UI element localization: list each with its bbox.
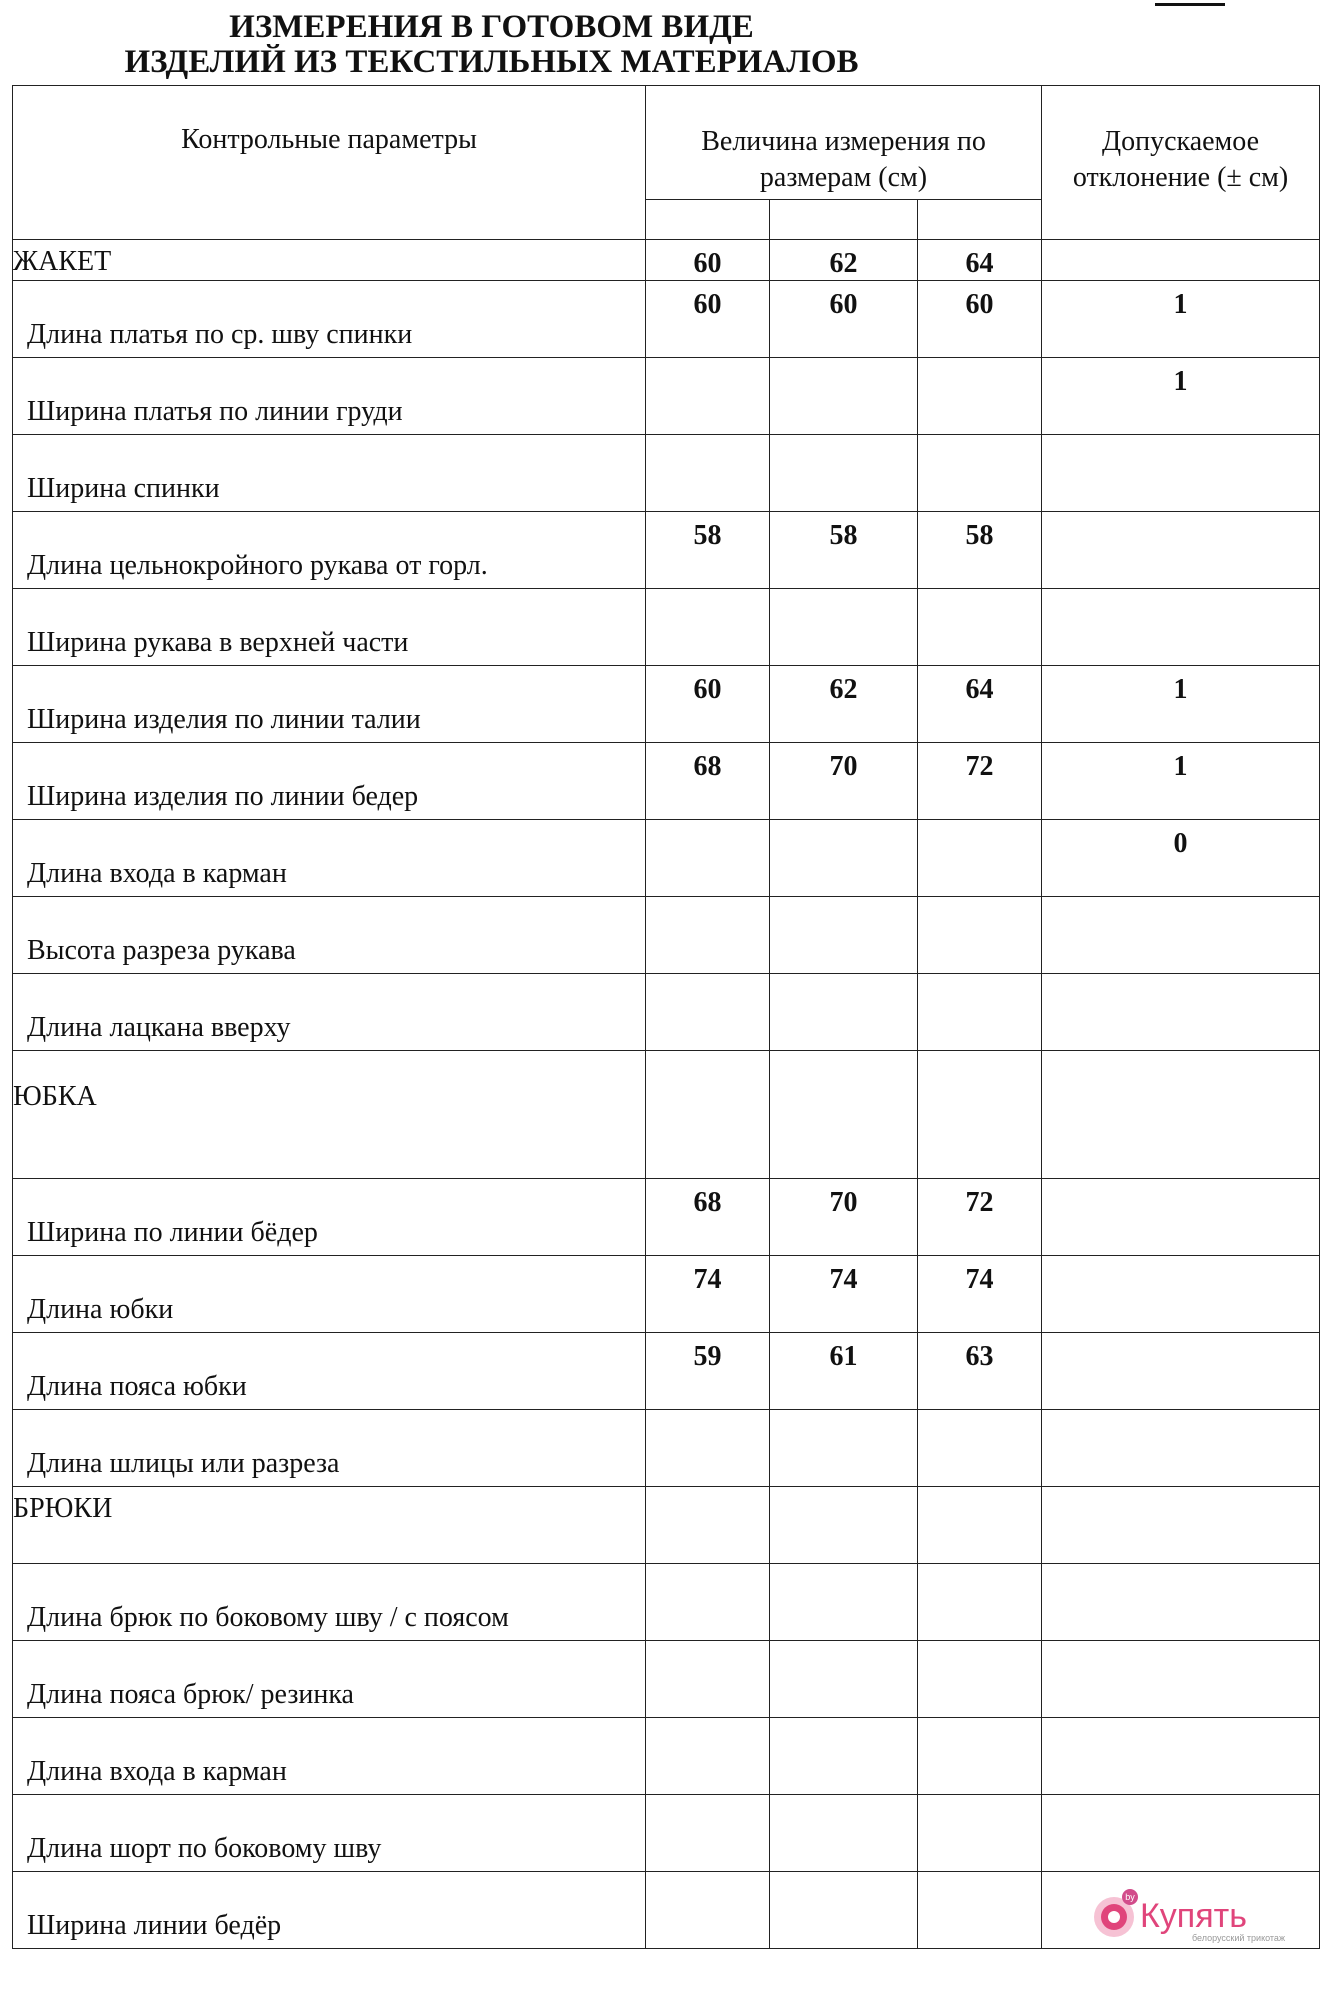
size-value-cell (770, 1410, 918, 1487)
param-label: Длина пояса юбки (27, 1371, 247, 1402)
param-label-cell (13, 1564, 646, 1641)
size-value-cell: 62 (770, 240, 918, 281)
param-label-cell (13, 1179, 646, 1256)
table-row (13, 1718, 1320, 1795)
param-label-cell (13, 1718, 646, 1795)
size-value-cell (646, 1718, 770, 1795)
logo-mark-icon (1088, 1885, 1298, 1945)
size-value-cell (918, 974, 1042, 1051)
section-label: ЖАКЕТ (13, 246, 112, 277)
table-row (13, 589, 1320, 666)
size-value-cell (770, 1641, 918, 1718)
deviation-cell (1042, 1487, 1320, 1564)
param-label-cell (13, 666, 646, 743)
size-value-cell: 63 (918, 1333, 1042, 1410)
deviation-cell: 0 (1042, 820, 1320, 897)
size-col-3-blank (918, 200, 1042, 240)
param-label-cell (13, 589, 646, 666)
size-value-cell: 60 (646, 240, 770, 281)
size-value-cell (646, 897, 770, 974)
size-value-cell (646, 1410, 770, 1487)
size-value-cell (646, 1872, 770, 1949)
section-label: БРЮКИ (13, 1493, 113, 1524)
param-label-cell (13, 1410, 646, 1487)
deviation-cell: 1 (1042, 281, 1320, 358)
param-label: Длина юбки (27, 1294, 174, 1325)
size-value-cell (770, 974, 918, 1051)
param-label: Ширина линии бедёр (27, 1910, 282, 1941)
size-value-cell (918, 1051, 1042, 1179)
header-measure-line-1: Величина измерения по (701, 126, 986, 157)
size-value-cell (770, 435, 918, 512)
section-label-cell (13, 240, 646, 281)
size-value-cell (918, 1872, 1042, 1949)
table-row (13, 897, 1320, 974)
size-value-cell: 74 (918, 1256, 1042, 1333)
table-row (13, 281, 1320, 358)
size-value-cell: 72 (918, 743, 1042, 820)
size-value-cell: 58 (770, 512, 918, 589)
section-row (13, 1487, 1320, 1564)
size-value-cell: 68 (646, 1179, 770, 1256)
table-row (13, 743, 1320, 820)
param-label: Высота разреза рукава (27, 935, 296, 966)
size-value-cell (646, 1564, 770, 1641)
param-label-cell (13, 435, 646, 512)
param-label-cell (13, 1641, 646, 1718)
param-label-cell (13, 743, 646, 820)
table-row (13, 1256, 1320, 1333)
deviation-cell (1042, 1256, 1320, 1333)
size-value-cell (646, 1795, 770, 1872)
size-value-cell: 60 (646, 281, 770, 358)
table-row (13, 358, 1320, 435)
param-label: Длина цельнокройного рукава от горл. (27, 550, 488, 581)
param-label: Ширина рукава в верхней части (27, 627, 409, 658)
param-label-cell (13, 1795, 646, 1872)
size-value-cell (918, 589, 1042, 666)
size-value-cell: 68 (646, 743, 770, 820)
param-label: Ширина по линии бёдер (27, 1217, 318, 1248)
size-value-cell (918, 820, 1042, 897)
size-value-cell (918, 358, 1042, 435)
size-value-cell (918, 897, 1042, 974)
param-label: Длина шлицы или разреза (27, 1448, 340, 1479)
size-value-cell (646, 1051, 770, 1179)
size-value-cell: 74 (770, 1256, 918, 1333)
size-value-cell: 60 (770, 281, 918, 358)
section-label-cell (13, 1051, 646, 1179)
size-value-cell (646, 1641, 770, 1718)
param-label-cell (13, 974, 646, 1051)
param-label: Ширина спинки (27, 473, 220, 504)
deviation-cell: 1 (1042, 743, 1320, 820)
kupyat-logo (1088, 1885, 1298, 1945)
deviation-cell (1042, 435, 1320, 512)
size-value-cell (770, 820, 918, 897)
header-deviation-line-2: отклонение (± см) (1072, 162, 1289, 193)
table-row (13, 666, 1320, 743)
param-label: Длина платья по ср. шву спинки (27, 319, 413, 350)
size-value-cell (770, 1872, 918, 1949)
size-value-cell (646, 1487, 770, 1564)
param-label: Длина пояса брюк/ резинка (27, 1679, 354, 1710)
size-value-cell (770, 897, 918, 974)
size-value-cell (646, 974, 770, 1051)
deviation-cell (1042, 1641, 1320, 1718)
size-value-cell (918, 435, 1042, 512)
param-label: Длина шорт по боковому шву (27, 1833, 382, 1864)
size-value-cell: 70 (770, 743, 918, 820)
table-row (13, 820, 1320, 897)
size-value-cell (918, 1641, 1042, 1718)
deviation-cell (1042, 897, 1320, 974)
param-label: Длина лацкана вверху (27, 1012, 291, 1043)
size-value-cell (646, 589, 770, 666)
size-value-cell: 58 (918, 512, 1042, 589)
section-label-cell (13, 1487, 646, 1564)
deviation-cell: 1 (1042, 358, 1320, 435)
header-deviation (1042, 86, 1320, 240)
size-value-cell (646, 820, 770, 897)
section-label: ЮБКА (13, 1081, 97, 1112)
size-value-cell: 62 (770, 666, 918, 743)
size-value-cell (918, 1487, 1042, 1564)
table-row (13, 974, 1320, 1051)
header-param: Контрольные параметры (13, 86, 646, 240)
table-row (13, 435, 1320, 512)
size-value-cell (646, 435, 770, 512)
deviation-cell (1042, 1333, 1320, 1410)
deviation-cell (1042, 1795, 1320, 1872)
size-value-cell: 59 (646, 1333, 770, 1410)
deviation-cell (1042, 512, 1320, 589)
deviation-cell (1042, 1564, 1320, 1641)
table-row (13, 1641, 1320, 1718)
param-label: Длина входа в карман (27, 1756, 287, 1787)
size-value-cell: 60 (918, 281, 1042, 358)
size-value-cell (918, 1795, 1042, 1872)
deviation-cell (1042, 240, 1320, 281)
section-row (13, 240, 1320, 281)
table-row (13, 1333, 1320, 1410)
param-label: Ширина изделия по линии бедер (27, 781, 419, 812)
deviation-cell (1042, 1179, 1320, 1256)
size-value-cell (646, 358, 770, 435)
size-value-cell (770, 589, 918, 666)
size-value-cell: 64 (918, 240, 1042, 281)
table-row (13, 1179, 1320, 1256)
deviation-cell (1042, 1718, 1320, 1795)
table-row (13, 1795, 1320, 1872)
size-value-cell: 70 (770, 1179, 918, 1256)
deviation-cell (1042, 1410, 1320, 1487)
size-value-cell: 74 (646, 1256, 770, 1333)
logo-text: Купять (1140, 1897, 1247, 1935)
param-label-cell (13, 281, 646, 358)
logo-subtext: белорусский трикотаж (1192, 1933, 1285, 1943)
title-line-2: ИЗДЕЛИЙ ИЗ ТЕКСТИЛЬНЫХ МАТЕРИАЛОВ (124, 44, 859, 80)
table-row (13, 1564, 1320, 1641)
deviation-cell (1042, 1051, 1320, 1179)
size-value-cell: 58 (646, 512, 770, 589)
param-label-cell (13, 897, 646, 974)
size-value-cell (770, 1051, 918, 1179)
header-measure-line-2: размерам (см) (759, 162, 928, 193)
size-value-cell: 64 (918, 666, 1042, 743)
size-value-cell: 61 (770, 1333, 918, 1410)
table-row (13, 1410, 1320, 1487)
size-value-cell: 72 (918, 1179, 1042, 1256)
logo-badge: by (1125, 1892, 1135, 1902)
size-value-cell: 60 (646, 666, 770, 743)
deviation-cell: 1 (1042, 666, 1320, 743)
size-value-cell (918, 1564, 1042, 1641)
top-rule (1155, 3, 1225, 6)
param-label-cell (13, 1333, 646, 1410)
param-label: Ширина платья по линии груди (27, 396, 403, 427)
size-col-1-blank (646, 200, 770, 240)
param-label: Ширина изделия по линии талии (27, 704, 421, 735)
size-col-2-blank (770, 200, 918, 240)
size-value-cell (770, 1718, 918, 1795)
size-value-cell (770, 1487, 918, 1564)
param-label-cell (13, 1872, 646, 1949)
deviation-cell (1042, 974, 1320, 1051)
size-value-cell (918, 1718, 1042, 1795)
title-line-1: ИЗМЕРЕНИЯ В ГОТОВОМ ВИДЕ (229, 9, 754, 45)
size-value-cell (770, 358, 918, 435)
param-label-cell (13, 820, 646, 897)
param-label-cell (13, 1256, 646, 1333)
measurements-table (12, 85, 1320, 1949)
param-label: Длина входа в карман (27, 858, 287, 889)
param-label-cell (13, 512, 646, 589)
size-value-cell (770, 1795, 918, 1872)
header-deviation-line-1: Допускаемое (1102, 126, 1260, 157)
table-row (13, 512, 1320, 589)
section-row (13, 1051, 1320, 1179)
param-label: Длина брюк по боковому шву / с поясом (27, 1602, 509, 1633)
header-measure (646, 86, 1042, 200)
param-label-cell (13, 358, 646, 435)
size-value-cell (770, 1564, 918, 1641)
size-value-cell (918, 1410, 1042, 1487)
deviation-cell (1042, 589, 1320, 666)
